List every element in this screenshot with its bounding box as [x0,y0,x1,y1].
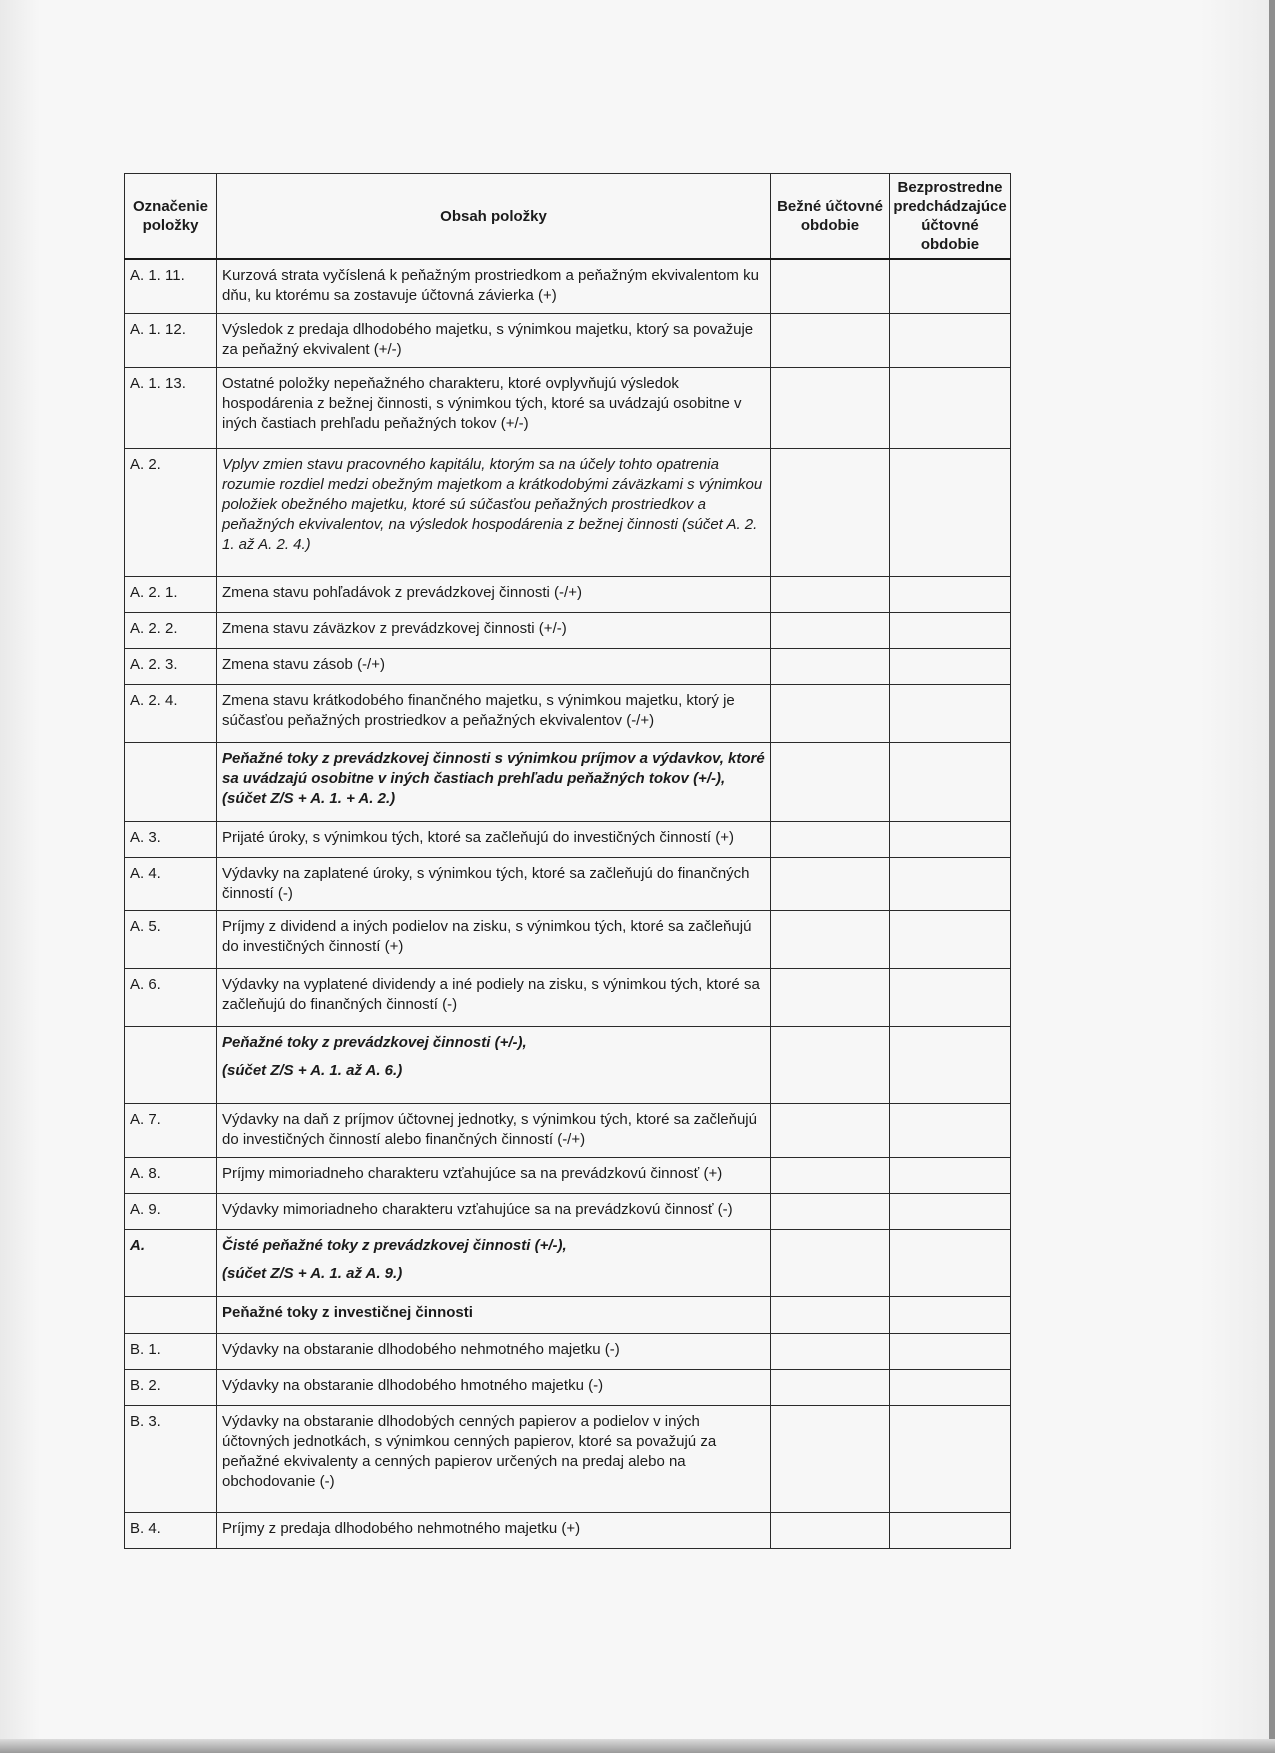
row-content [217,1296,771,1333]
previous-period-value [890,367,1011,448]
table-row [125,1405,1011,1512]
current-period-value [771,1157,890,1193]
row-code: A. 2. [125,448,217,576]
table-row [125,448,1011,576]
current-period-value [771,910,890,968]
current-period-value [771,1026,890,1103]
table-row [125,968,1011,1026]
table-row [125,1103,1011,1157]
row-content-text: Kurzová strata vyčíslená k peňažným prostriedkom a peňažným ekvivalentom ku dňu, ku ktorému sa zostavuje účtovná závierka (+) [222,267,759,304]
row-content-text: Výsledok z predaja dlhodobého majetku, s výnimkou majetku, ktorý sa považuje za peňažný ekvivalent (+/-) [222,320,754,358]
row-content [217,1512,771,1548]
previous-period-value [890,684,1011,742]
row-content-text: Výdavky na daň z príjmov účtovnej jednotky, s výnimkou tých, ktoré sa začleňujú do investičných činností alebo finančných činností (-/+) [222,1110,757,1148]
previous-period-value [890,821,1011,857]
previous-period-value [890,313,1011,367]
current-period-value [771,1405,890,1512]
row-content-text: Výdavky na obstaranie dlhodobého nehmotného majetku (-) [222,1340,620,1358]
previous-period-value [890,576,1011,612]
cash-flow-table [124,173,1011,1549]
table-row [125,367,1011,448]
row-content-text: Výdavky na vyplatené dividendy a iné podiely na zisku, s výnimkou tých, ktoré sa začleňujú do finančných činností (-) [222,975,760,1013]
row-content [217,742,771,821]
previous-period-value [890,259,1011,313]
row-content [217,1026,771,1103]
header-content: Obsah položky [217,174,771,260]
row-code: A. 2. 4. [125,684,217,742]
row-content [217,448,771,576]
current-period-value [771,448,890,576]
current-period-value [771,857,890,910]
current-period-value [771,821,890,857]
table-row [125,1512,1011,1548]
row-content-text: Prijaté úroky, s výnimkou tých, ktoré sa začleňujú do investičných činností (+) [222,828,735,846]
row-code [125,742,217,821]
row-content [217,968,771,1026]
table-row [125,648,1011,684]
table-row [125,259,1011,313]
previous-period-value [890,1296,1011,1333]
row-content [217,313,771,367]
previous-period-value [890,910,1011,968]
row-content-text: Zmena stavu krátkodobého finančného majetku, s výnimkou majetku, ktorý je súčasťou peňažných prostriedkov a peňažných ekvivalentov (-/+) [222,691,735,729]
previous-period-value [890,1026,1011,1103]
row-content [217,259,771,313]
previous-period-value [890,857,1011,910]
previous-period-value [890,1193,1011,1229]
row-content [217,1229,771,1296]
table-row [125,1193,1011,1229]
table-row [125,1026,1011,1103]
row-content [217,910,771,968]
row-content [217,821,771,857]
row-content [217,576,771,612]
header-code: Označenie položky [125,174,217,260]
row-code: A. 2. 1. [125,576,217,612]
row-code: B. 3. [125,1405,217,1512]
row-code: A. 5. [125,910,217,968]
row-code: A. 1. 12. [125,313,217,367]
row-content-text: Výdavky na obstaranie dlhodobého hmotného majetku (-) [222,1376,604,1394]
previous-period-value [890,1512,1011,1548]
table-row [125,576,1011,612]
row-content-text: Výdavky na obstaranie dlhodobých cenných papierov a podielov v iných účtovných jednotkách, s výnimkou cenných papierov, ktoré sa považujú za peňažné ekvivalenty a cenných papierov určených na predaj alebo na obchodovanie (-) [222,1412,717,1490]
row-content-text: Zmena stavu zásob (-/+) [222,655,385,673]
current-period-value [771,1103,890,1157]
table-row [125,821,1011,857]
row-content-text: Peňažné toky z prevádzkovej činnosti s výnimkou príjmov a výdavkov, ktoré sa uvádzajú osobitne v iných častiach prehľadu peňažných tokov (+/-), (súčet Z/S + A. 1. + A. 2.) [222,749,765,807]
row-code: B. 1. [125,1333,217,1369]
row-content [217,1369,771,1405]
table-row [125,612,1011,648]
row-code: B. 2. [125,1369,217,1405]
row-code [125,1026,217,1103]
row-content-text: Výdavky na zaplatené úroky, s výnimkou tých, ktoré sa začleňujú do finančných činností (-) [222,864,750,902]
current-period-value [771,1296,890,1333]
row-code: A. 3. [125,821,217,857]
current-period-value [771,1512,890,1548]
current-period-value [771,259,890,313]
row-content-text: Príjmy mimoriadneho charakteru vzťahujúce sa na prevádzkovú činnosť (+) [222,1164,723,1182]
row-content-text-2: (súčet Z/S + A. 1. až A. 9.) [222,1264,403,1282]
row-content [217,684,771,742]
row-code: A. 6. [125,968,217,1026]
row-code: A. [125,1229,217,1296]
row-content [217,857,771,910]
row-code: A. 1. 13. [125,367,217,448]
previous-period-value [890,1369,1011,1405]
row-code [125,1296,217,1333]
table-row [125,313,1011,367]
previous-period-value [890,1103,1011,1157]
previous-period-value [890,648,1011,684]
current-period-value [771,968,890,1026]
row-content [217,1193,771,1229]
current-period-value [771,742,890,821]
table-row [125,1157,1011,1193]
page-edge [1269,0,1275,1753]
row-content [217,648,771,684]
table-row [125,1369,1011,1405]
row-content-text: Čisté peňažné toky z prevádzkovej činnosti (+/-), [222,1236,567,1254]
previous-period-value [890,1229,1011,1296]
current-period-value [771,684,890,742]
previous-period-value [890,1333,1011,1369]
row-content [217,1103,771,1157]
row-content [217,612,771,648]
row-code: A. 8. [125,1157,217,1193]
current-period-value [771,1193,890,1229]
row-content-text: Zmena stavu pohľadávok z prevádzkovej činnosti (-/+) [222,583,582,601]
current-period-value [771,648,890,684]
table-row [125,910,1011,968]
table-row [125,1229,1011,1296]
current-period-value [771,1369,890,1405]
row-code: A. 2. 2. [125,612,217,648]
previous-period-value [890,742,1011,821]
header-current-period: Bežné účtovné obdobie [771,174,890,260]
row-content-text: Príjmy z predaja dlhodobého nehmotného majetku (+) [222,1519,581,1537]
table-row [125,857,1011,910]
previous-period-value [890,1405,1011,1512]
row-content-text: Výdavky mimoriadneho charakteru vzťahujúce sa na prevádzkovú činnosť (-) [222,1200,733,1218]
row-content [217,367,771,448]
row-code: A. 7. [125,1103,217,1157]
row-content-text: Peňažné toky z prevádzkovej činnosti (+/-), [222,1033,527,1051]
table-row [125,684,1011,742]
table-row [125,1333,1011,1369]
row-content-text: Vplyv zmien stavu pracovného kapitálu, ktorým sa na účely tohto opatrenia rozumie rozdiel medzi obežným majetkom a krátkodobými záväzkami s výnimkou položiek obežného majetku, ktoré sú súčasťou peňažných prostriedkov a peňažných ekvivalentov, na výsledok hospodárenia z bežnej činnosti (súčet A. 2. 1. až A. 2. 4.) [222,455,763,553]
row-content [217,1333,771,1369]
previous-period-value [890,448,1011,576]
row-code: A. 9. [125,1193,217,1229]
table-header-row [125,174,1011,260]
row-code: A. 2. 3. [125,648,217,684]
row-content-text: Peňažné toky z investičnej činnosti [222,1303,473,1321]
row-content-text: Zmena stavu záväzkov z prevádzkovej činnosti (+/-) [222,619,567,637]
header-previous-period: Bezprostredne predchádzajúce účtovné obdobie [890,174,1011,260]
page-edge-bottom [0,1739,1275,1753]
previous-period-value [890,968,1011,1026]
previous-period-value [890,1157,1011,1193]
current-period-value [771,612,890,648]
row-content [217,1157,771,1193]
current-period-value [771,576,890,612]
row-content-text-2: (súčet Z/S + A. 1. až A. 6.) [222,1061,403,1079]
previous-period-value [890,612,1011,648]
row-content-text: Ostatné položky nepeňažného charakteru, ktoré ovplyvňujú výsledok hospodárenia z bežnej činnosti, s výnimkou tých, ktoré sa uvádzajú osobitne v iných častiach prehľadu peňažných tokov (+/-) [222,374,742,432]
row-code: A. 1. 11. [125,259,217,313]
current-period-value [771,367,890,448]
table-row [125,1296,1011,1333]
current-period-value [771,1333,890,1369]
row-content [217,1405,771,1512]
current-period-value [771,1229,890,1296]
row-code: A. 4. [125,857,217,910]
current-period-value [771,313,890,367]
table-row [125,742,1011,821]
row-content-text: Príjmy z dividend a iných podielov na zisku, s výnimkou tých, ktoré sa začleňujú do investičných činností (+) [222,917,752,955]
row-code: B. 4. [125,1512,217,1548]
